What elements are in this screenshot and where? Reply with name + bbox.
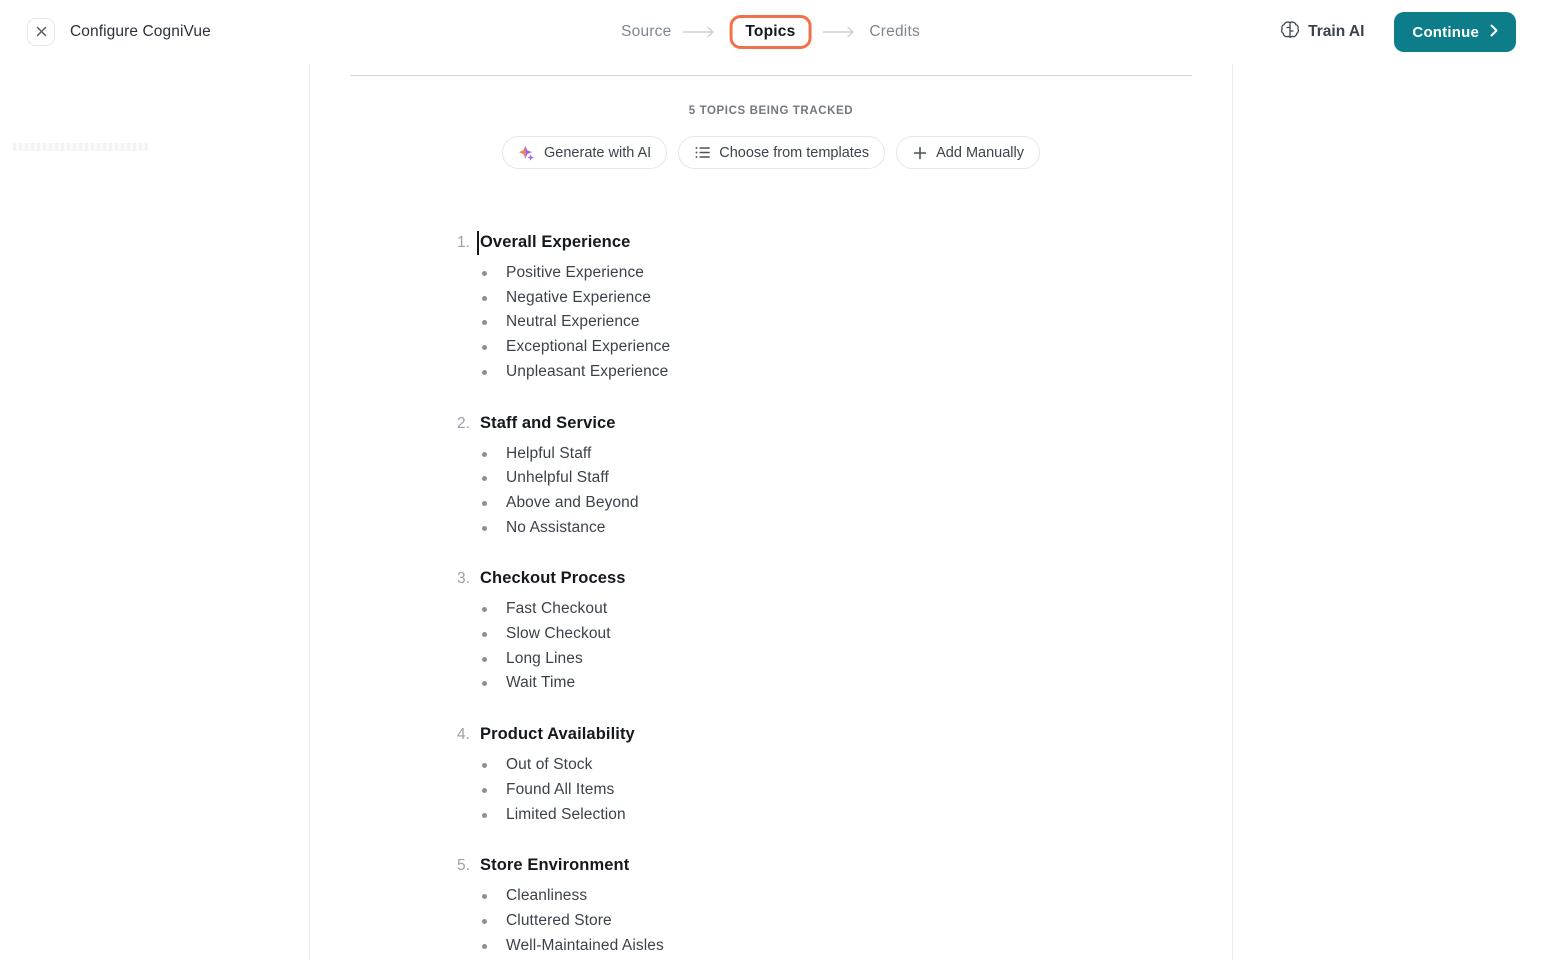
- subtopic-item[interactable]: Helpful Staff: [480, 442, 1232, 467]
- sidebar-skeleton-line: [13, 143, 148, 151]
- topic-item[interactable]: [457, 233, 1232, 385]
- wizard-header: [0, 0, 1541, 64]
- add-manually-label: Add Manually: [936, 144, 1024, 161]
- topic-number: 4.: [457, 726, 470, 744]
- chevron-right-icon: [1490, 24, 1498, 41]
- close-button[interactable]: [27, 18, 55, 46]
- topics-count-label: 5 TOPICS BEING TRACKED: [688, 105, 854, 117]
- subtopic-item[interactable]: Unhelpful Staff: [480, 466, 1232, 491]
- train-ai-button[interactable]: [1280, 20, 1364, 45]
- topics-editor-panel: [310, 64, 1232, 960]
- topic-item[interactable]: [457, 856, 1232, 958]
- brain-icon: [1280, 20, 1300, 45]
- subtopic-item[interactable]: No Assistance: [480, 516, 1232, 541]
- list-icon: [694, 144, 711, 161]
- topic-item[interactable]: [457, 569, 1232, 696]
- subtopic-item[interactable]: Negative Experience: [480, 286, 1232, 311]
- step-topics[interactable]: Topics: [729, 15, 811, 49]
- step-navigation: [621, 0, 920, 64]
- topic-number: 2.: [457, 414, 470, 432]
- plus-icon: [912, 145, 928, 161]
- step-source[interactable]: Source: [621, 23, 672, 40]
- topic-item[interactable]: [457, 725, 1232, 827]
- subtopic-item[interactable]: Positive Experience: [480, 261, 1232, 286]
- page-title: Configure CogniVue: [70, 23, 211, 40]
- topic-title[interactable]: Overall Experience: [480, 233, 630, 252]
- topic-number: 1.: [457, 234, 470, 251]
- subtopic-item[interactable]: Neutral Experience: [480, 310, 1232, 335]
- subtopic-list: [480, 261, 1232, 385]
- subtopic-item[interactable]: Limited Selection: [480, 803, 1232, 828]
- choose-from-templates-button[interactable]: [678, 136, 885, 169]
- topic-title[interactable]: Product Availability: [480, 725, 635, 744]
- choose-from-templates-label: Choose from templates: [719, 144, 870, 161]
- generate-with-ai-label: Generate with AI: [544, 144, 652, 161]
- subtopic-item[interactable]: Cleanliness: [480, 884, 1232, 909]
- subtopic-item[interactable]: Cluttered Store: [480, 909, 1232, 934]
- topic-title[interactable]: Store Environment: [480, 856, 630, 875]
- subtopic-item[interactable]: Slow Checkout: [480, 622, 1232, 647]
- subtopic-list: [480, 753, 1232, 827]
- add-manually-button[interactable]: [896, 136, 1040, 169]
- subtopic-item[interactable]: Fast Checkout: [480, 597, 1232, 622]
- continue-label: Continue: [1412, 23, 1479, 41]
- generate-with-ai-button[interactable]: [502, 136, 667, 169]
- subtopic-item[interactable]: Unpleasant Experience: [480, 360, 1232, 385]
- right-panel-divider: [1232, 64, 1233, 960]
- subtopic-item[interactable]: Long Lines: [480, 647, 1232, 672]
- topic-title[interactable]: Staff and Service: [480, 413, 616, 432]
- subtopic-item[interactable]: Above and Beyond: [480, 491, 1232, 516]
- subtopic-list: [480, 442, 1232, 541]
- train-ai-label: Train AI: [1308, 23, 1365, 40]
- subtopic-item[interactable]: Wait Time: [480, 671, 1232, 696]
- subtopic-list: [480, 884, 1232, 958]
- sparkles-icon: [518, 144, 536, 162]
- topic-item[interactable]: [457, 414, 1232, 541]
- step-arrow-icon: [682, 26, 718, 38]
- topic-title[interactable]: Checkout Process: [480, 569, 626, 588]
- continue-button[interactable]: [1394, 12, 1516, 52]
- topics-list: [310, 233, 1232, 958]
- step-arrow-icon: [822, 26, 858, 38]
- topic-actions: [310, 136, 1232, 169]
- subtopic-item[interactable]: Exceptional Experience: [480, 335, 1232, 360]
- topic-number: 5.: [457, 857, 470, 875]
- close-icon: [36, 25, 47, 40]
- subtopic-list: [480, 597, 1232, 696]
- subtopic-item[interactable]: Found All Items: [480, 778, 1232, 803]
- step-credits[interactable]: Credits: [869, 23, 920, 40]
- subtopic-item[interactable]: Well-Maintained Aisles: [480, 934, 1232, 959]
- subtopic-item[interactable]: Out of Stock: [480, 753, 1232, 778]
- content-top-divider: [350, 75, 1192, 76]
- text-cursor: [477, 231, 479, 255]
- topic-number: 3.: [457, 570, 470, 588]
